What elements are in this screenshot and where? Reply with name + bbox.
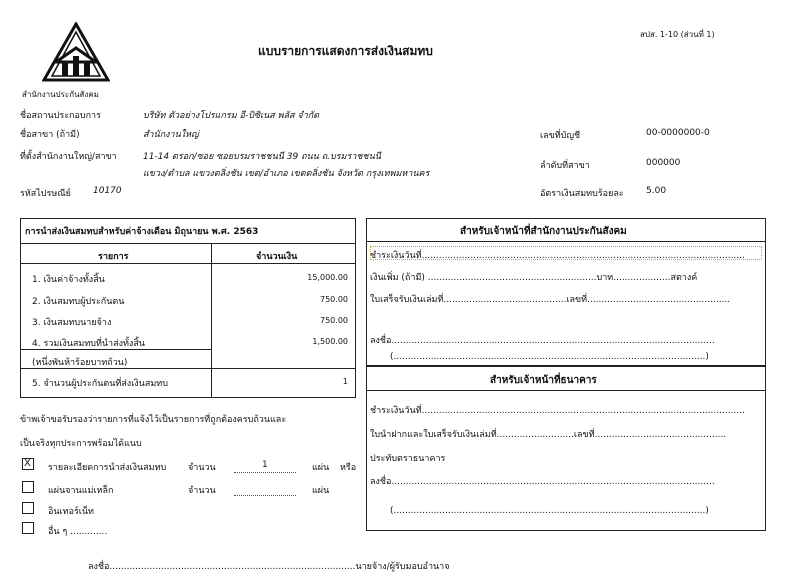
sso-panel-header: สำหรับเจ้าหน้าที่สำนักงานประกันสังคม bbox=[460, 226, 627, 237]
bank-panel-header: สำหรับเจ้าหน้าที่ธนาคาร bbox=[490, 375, 597, 386]
insured-count-value: 1 bbox=[342, 377, 348, 386]
form-code: สปส. 1-10 (ส่วนที่ 1) bbox=[640, 30, 715, 39]
unit-label: แผ่น bbox=[312, 463, 330, 473]
account-value: 00-0000000-0 bbox=[646, 128, 710, 138]
address-line1: 11-14 ตรอก/ซอย ซอยบรมราชชนนี 39 ถนน ถ.บรมราชชนนี bbox=[143, 152, 381, 162]
employer-name-label: ชื่อสถานประกอบการ bbox=[20, 111, 101, 121]
attachment-detail-label: รายละเอียดการนำส่งเงินสมทบ bbox=[48, 463, 167, 473]
magnetic-disk-checkbox[interactable] bbox=[22, 481, 34, 493]
row-label: 2. เงินสมทบผู้ประกันตน bbox=[32, 297, 125, 307]
other-label: อื่น ๆ ............. bbox=[48, 527, 108, 537]
attachment-detail-checkbox[interactable] bbox=[22, 458, 34, 470]
branch-label: ชื่อสาขา (ถ้ามี) bbox=[20, 130, 80, 140]
or-label: หรือ bbox=[340, 463, 357, 473]
divider bbox=[366, 390, 766, 391]
address-label: ที่ตั้งสำนักงานใหญ่/สาขา bbox=[20, 152, 117, 162]
divider bbox=[20, 263, 356, 264]
bank-sign-name[interactable]: (.............................................................................................................) bbox=[390, 506, 709, 516]
employer-signature: ลงชื่อ......................................................................................นายจ้าง/ผู้รับมอบอำนาจ bbox=[88, 562, 450, 572]
certify-line1: ข้าพเจ้าขอรับรองว่ารายการที่แจ้งไว้เป็นรายการที่ถูกต้องครบถ้วนและ bbox=[20, 415, 287, 425]
row-label: 1. เงินค่าจ้างทั้งสิ้น bbox=[32, 275, 105, 285]
sso-surcharge[interactable]: เงินเพิ่ม (ถ้ามี) ...........................................................บาท....................สตางค์ bbox=[370, 273, 698, 283]
certify-line2: เป็นจริงทุกประการพร้อมได้แนบ bbox=[20, 439, 142, 449]
col-amount-header: จำนวนเงิน bbox=[256, 252, 298, 262]
contribution-table bbox=[20, 218, 356, 398]
row-amount: 750.00 bbox=[320, 295, 348, 304]
internet-checkbox[interactable] bbox=[22, 502, 34, 514]
row-amount: 1,500.00 bbox=[312, 337, 348, 346]
divider bbox=[20, 243, 356, 244]
qty-label: จำนวน bbox=[188, 486, 216, 496]
address-line2: แขวง/ตำบล แขวงตลิ่งชัน เขต/อำเภอ เขตตลิ่งชัน จังหวัด กรุงเทพมหานคร bbox=[143, 169, 430, 179]
bank-slip[interactable]: ใบนำฝากและใบเสร็จรับเงินเล่มที่...........................เลขที่.............................................. bbox=[370, 430, 727, 440]
magnetic-disk-label: แผ่นจานแม่เหล็ก bbox=[48, 486, 114, 496]
qty-value: 1 bbox=[262, 460, 268, 470]
branch-no-label: ลำดับที่สาขา bbox=[540, 161, 590, 171]
bank-paid-date[interactable]: ชำระเงินวันที่................................................................................................................. bbox=[370, 406, 745, 416]
postcode-value: 10170 bbox=[93, 186, 122, 196]
account-label: เลขที่บัญชี bbox=[540, 131, 581, 141]
sso-receipt[interactable]: ใบเสร็จรับเงินเล่มที่...........................................เลขที่.................................................. bbox=[370, 295, 731, 305]
divider bbox=[366, 241, 766, 242]
sso-sign-name[interactable]: (.............................................................................................................) bbox=[390, 352, 709, 362]
bank-sign[interactable]: ลงชื่อ................................................................................................................. bbox=[370, 477, 715, 487]
unit-label: แผ่น bbox=[312, 486, 330, 496]
col-item-header: รายการ bbox=[98, 252, 129, 262]
divider bbox=[20, 349, 212, 350]
contribution-header: การนำส่งเงินสมทบสำหรับค่าจ้างเดือน มิถุนายน พ.ศ. 2563 bbox=[25, 227, 259, 237]
internet-label: อินเทอร์เน็ท bbox=[48, 507, 94, 517]
row-label: 4. รวมเงินสมทบที่นำส่งทั้งสิ้น bbox=[32, 339, 145, 349]
insured-count-label: 5. จำนวนผู้ประกันตนที่ส่งเงินสมทบ bbox=[32, 379, 168, 389]
employer-name-value: บริษัท ตัวอย่างโปรแกรม อี-บิซิเนส พลัส จำกัด bbox=[143, 111, 320, 121]
sso-sign[interactable]: ลงชื่อ................................................................................................................. bbox=[370, 336, 715, 346]
logo-caption: สำนักงานประกันสังคม bbox=[22, 90, 99, 99]
branch-no-value: 000000 bbox=[646, 158, 681, 168]
sso-paid-date[interactable]: ชำระเงินวันที่................................................................................................................. bbox=[370, 251, 745, 261]
postcode-label: รหัสไปรษณีย์ bbox=[20, 189, 71, 199]
qty-line bbox=[234, 495, 296, 496]
row-label: 3. เงินสมทบนายจ้าง bbox=[32, 318, 112, 328]
branch-value: สำนักงานใหญ่ bbox=[143, 130, 199, 140]
other-checkbox[interactable] bbox=[22, 522, 34, 534]
column-divider bbox=[211, 243, 212, 398]
sso-logo bbox=[42, 22, 110, 85]
divider bbox=[20, 368, 356, 369]
rate-value: 5.00 bbox=[646, 186, 667, 196]
qty-label: จำนวน bbox=[188, 463, 216, 473]
qty-line bbox=[234, 472, 296, 473]
page-title: แบบรายการแสดงการส่งเงินสมทบ bbox=[258, 44, 433, 58]
check-mark: X bbox=[24, 458, 31, 469]
rate-label: อัตราเงินสมทบร้อยละ bbox=[540, 189, 624, 199]
bank-stamp-label: ประทับตราธนาคาร bbox=[370, 454, 446, 464]
row-amount: 15,000.00 bbox=[307, 273, 348, 282]
row-amount: 750.00 bbox=[320, 316, 348, 325]
amount-in-words: (หนึ่งพันห้าร้อยบาทถ้วน) bbox=[32, 358, 128, 368]
